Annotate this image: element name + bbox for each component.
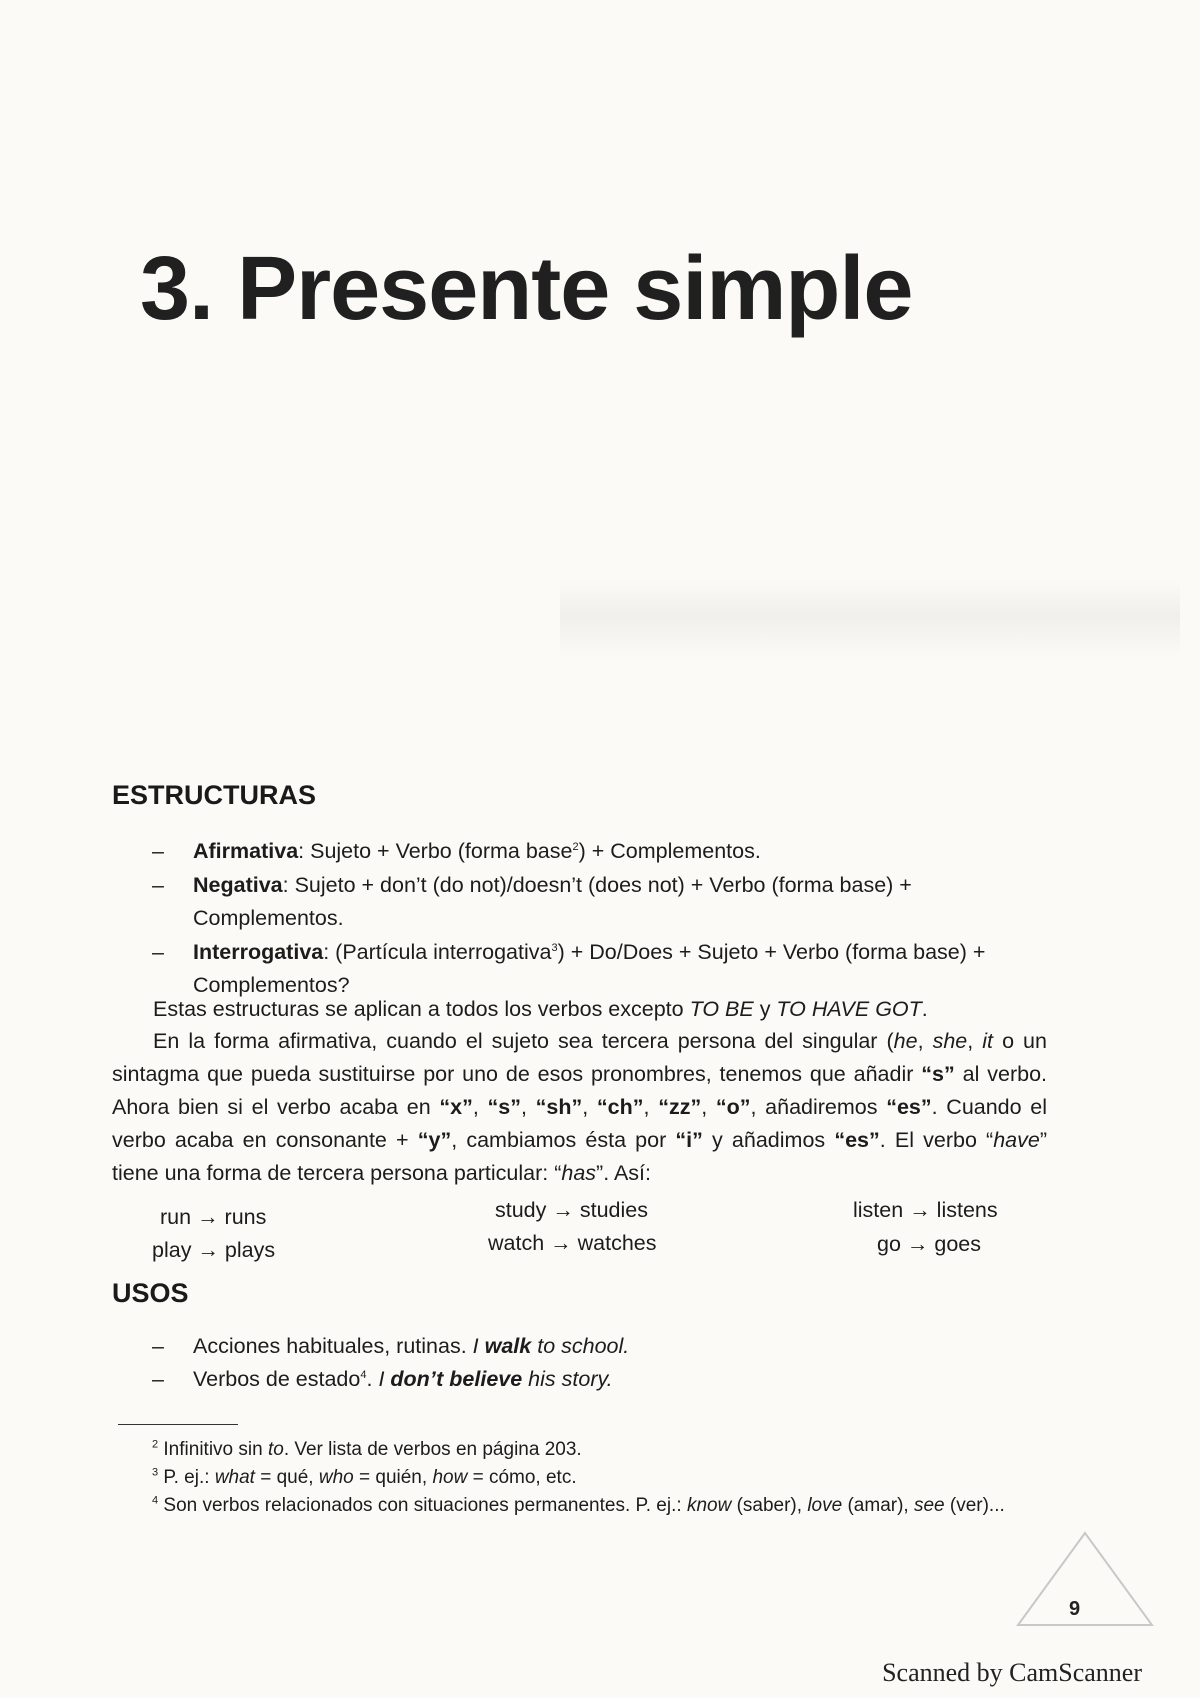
pronoun: she xyxy=(932,1029,968,1053)
example-rest: to school. xyxy=(531,1334,630,1358)
ending: “s” xyxy=(487,1095,521,1119)
footnote-text: . Ver lista de verbos en página 203. xyxy=(283,1439,582,1460)
arrow-icon: → xyxy=(550,1231,572,1255)
footnote-ref: 4 xyxy=(360,1368,367,1381)
para-text: , añadiremos xyxy=(750,1095,887,1119)
item-text: : (Partícula interrogativa xyxy=(323,940,552,964)
section-heading-estructuras: ESTRUCTURAS xyxy=(112,780,317,810)
example-base: watch xyxy=(488,1231,545,1255)
example-subject: I xyxy=(472,1334,485,1358)
para-text: Estas estructuras se aplican a todos los verbos excepto xyxy=(153,997,690,1021)
footnote-number: 2 xyxy=(152,1438,159,1451)
example-base: study xyxy=(495,1198,547,1222)
pronoun: it xyxy=(982,1029,994,1053)
arrow-icon: → xyxy=(909,1198,931,1222)
list-dash: – xyxy=(152,873,164,897)
list-item-afirmativa xyxy=(148,835,1048,868)
example-verb: walk xyxy=(484,1334,532,1358)
term-negativa: Negativa xyxy=(193,873,283,897)
ending: “zz” xyxy=(658,1095,702,1119)
example-study xyxy=(495,1198,648,1223)
term-afirmativa: Afirmativa xyxy=(193,839,299,863)
verb-examples xyxy=(0,1190,1200,1260)
arrow-icon: → xyxy=(906,1232,929,1256)
para-text: , xyxy=(701,1095,716,1119)
example-run xyxy=(160,1205,266,1230)
para-text: o un sintagma que pueda sustituirse por uno de esos pronombres, tenemos que añadir xyxy=(112,1029,1047,1086)
pronoun: he xyxy=(893,1029,918,1053)
footnote-3 xyxy=(112,1464,1047,1492)
para-text: . El verbo “ xyxy=(879,1128,994,1152)
para-text: . xyxy=(921,997,928,1021)
list-item-negativa xyxy=(148,869,1048,935)
footnote-number: 4 xyxy=(152,1494,159,1507)
arrow-icon: → xyxy=(197,1205,219,1229)
footnote-term: know xyxy=(686,1495,732,1516)
example-base: listen xyxy=(853,1198,904,1222)
example-listen xyxy=(853,1198,998,1223)
term-interrogativa: Interrogativa xyxy=(193,940,324,964)
section-heading-usos: USOS xyxy=(112,1278,189,1308)
para-text: . Cuando el verbo acaba en consonante + xyxy=(112,1095,1048,1152)
list-dash: – xyxy=(152,940,164,964)
item-text: . xyxy=(366,1367,379,1391)
footnote-4 xyxy=(112,1492,1047,1520)
list-dash: – xyxy=(152,839,164,863)
footnote-2 xyxy=(112,1436,1047,1464)
footnote-term: what xyxy=(214,1467,255,1488)
footnote-text: (ver)... xyxy=(944,1495,1005,1516)
example-base: play xyxy=(152,1238,192,1262)
para-text: , cambiamos ésta por xyxy=(451,1128,676,1152)
paragraph-third-person xyxy=(112,1025,1047,1190)
footnote-term: how xyxy=(432,1467,468,1488)
footnotes xyxy=(112,1436,1047,1520)
item-text: Verbos de estado xyxy=(193,1367,361,1391)
example-form: listens xyxy=(936,1198,998,1222)
example-form: runs xyxy=(224,1205,267,1229)
item-text: Acciones habituales, rutinas. xyxy=(193,1334,473,1358)
footnote-text: Son verbos relacionados con situaciones permanentes. P. ej.: xyxy=(158,1495,687,1516)
para-text: , xyxy=(520,1095,536,1119)
para-text: , xyxy=(967,1029,983,1053)
example-base: go xyxy=(877,1232,901,1256)
list-dash: – xyxy=(152,1334,164,1358)
para-text: y añadimos xyxy=(702,1128,835,1152)
chapter-title: 3. Presente simple xyxy=(140,239,913,339)
ending: “i” xyxy=(675,1128,703,1152)
example-form: studies xyxy=(579,1198,648,1222)
footnote-text: (amar), xyxy=(842,1495,914,1516)
para-text: , xyxy=(917,1029,933,1053)
example-rest: his story. xyxy=(522,1367,613,1391)
footnote-divider xyxy=(118,1424,238,1425)
footnote-term: who xyxy=(318,1467,354,1488)
verb-term: have xyxy=(993,1128,1040,1152)
example-go xyxy=(877,1232,981,1257)
footnote-text: = qué, xyxy=(254,1467,319,1488)
ending: “ch” xyxy=(596,1095,644,1119)
ending: “sh” xyxy=(535,1095,583,1119)
item-text: ) + Do/Does + Sujeto + Verbo (forma base) + Complementos? xyxy=(193,940,986,997)
para-text: En la forma afirmativa, cuando el sujeto sea tercera persona del singular ( xyxy=(153,1029,894,1053)
arrow-icon: → xyxy=(552,1198,574,1222)
ending: “x” xyxy=(439,1095,473,1119)
para-text: , xyxy=(472,1095,488,1119)
example-play xyxy=(152,1238,275,1263)
footnote-ref: 3 xyxy=(551,941,558,954)
uses-list xyxy=(148,1330,1048,1396)
para-text: al verbo. Ahora bien si el verbo acaba en xyxy=(112,1062,1047,1119)
list-item-habituales xyxy=(148,1330,1048,1363)
ending: “s” xyxy=(921,1062,955,1086)
item-text: ) + Complementos. xyxy=(578,839,761,863)
example-base: run xyxy=(160,1205,192,1229)
footnote-text: = cómo, etc. xyxy=(467,1467,577,1488)
example-watch xyxy=(488,1231,657,1256)
para-text: ”. Así: xyxy=(596,1161,651,1185)
scan-shadow xyxy=(560,580,1180,658)
para-text: ” tiene una forma de tercera persona particular: “ xyxy=(112,1128,1047,1185)
scanner-watermark: Scanned by CamScanner xyxy=(882,1658,1142,1687)
footnote-ref: 2 xyxy=(572,840,579,853)
ending: “es” xyxy=(834,1128,880,1152)
footnote-term: to xyxy=(267,1439,284,1460)
footnote-text: (saber), xyxy=(731,1495,808,1516)
para-text: , xyxy=(643,1095,659,1119)
para-term: TO BE xyxy=(689,997,754,1021)
footnote-number: 3 xyxy=(152,1466,159,1479)
list-dash: – xyxy=(152,1367,164,1391)
footnote-term: love xyxy=(807,1495,843,1516)
arrow-icon: → xyxy=(197,1238,219,1262)
ending: “y” xyxy=(417,1128,452,1152)
example-verb: don’t believe xyxy=(390,1367,523,1391)
example-form: goes xyxy=(934,1232,982,1256)
verb-term: has xyxy=(561,1161,597,1185)
footnote-text: = quién, xyxy=(353,1467,433,1488)
ending: “o” xyxy=(715,1095,751,1119)
list-item-estado xyxy=(148,1363,1048,1396)
ending: “es” xyxy=(886,1095,932,1119)
example-form: watches xyxy=(577,1231,657,1255)
item-text: : Sujeto + Verbo (forma base xyxy=(298,839,573,863)
footnote-text: Infinitivo sin xyxy=(158,1439,268,1460)
example-subject: I xyxy=(378,1367,391,1391)
para-text: y xyxy=(753,997,777,1021)
footnote-text: P. ej.: xyxy=(158,1467,215,1488)
example-form: plays xyxy=(224,1238,276,1262)
page-corner-triangle-icon xyxy=(1010,1525,1160,1635)
structure-list xyxy=(148,835,1048,1003)
page-number: 9 xyxy=(1069,1598,1081,1620)
item-text: : Sujeto + don’t (do not)/doesn’t (does not) + Verbo (forma base) + Complementos. xyxy=(193,873,912,930)
para-text: , xyxy=(582,1095,597,1119)
paragraph-exceptions xyxy=(112,993,1047,1026)
footnote-term: see xyxy=(913,1495,945,1516)
para-term: TO HAVE GOT xyxy=(776,997,922,1021)
